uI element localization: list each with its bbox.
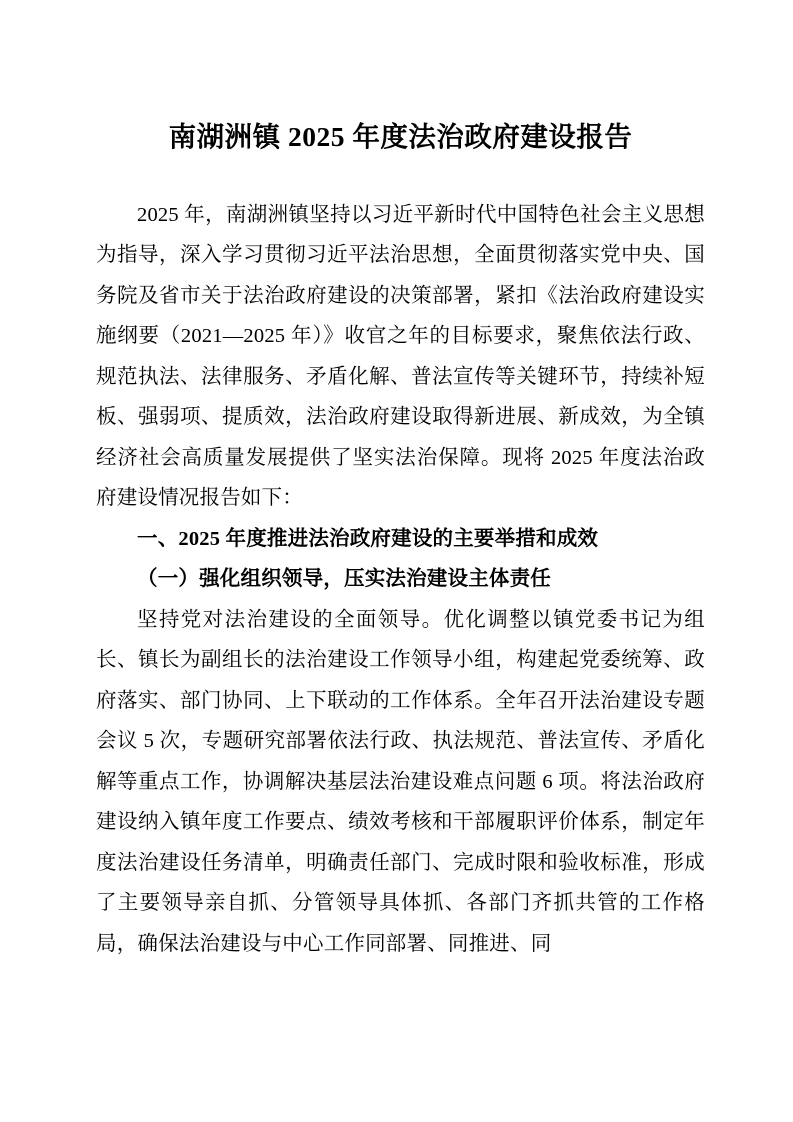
section-heading-one: 一、2025 年度推进法治政府建设的主要举措和成效: [137, 527, 599, 550]
page-title: 南湖洲镇 2025 年度法治政府建设报告: [168, 121, 633, 152]
intro-paragraph: 2025 年，南湖洲镇坚持以习近平新时代中国特色社会主义思想为指导，深入学习贯彻习近平法治思想，全面贯彻落实党中央、国务院及省市关于法治政府建设的决策部署，紧扣《法治政府建设实施纲要（2021—2025 年）》收官之年的目标要求，聚焦依法行政、规范执法、法律服务、矛盾化解、普法宣传等关键环节，持续补短板、强弱项、提质效，法治政府建设取得新进展、新成效，为全镇经济社会高质量发展提供了坚实法治保障。现将 2025 年度法治政府建设情况报告如下：: [96, 203, 705, 509]
subsection-one-paragraph: 坚持党对法治建设的全面领导。优化调整以镇党委书记为组长、镇长为副组长的法治建设工作领导小组，构建起党委统筹、政府落实、部门协同、上下联动的工作体系。全年召开法治建设专题会议 5 次，专题研究部署依法行政、执法规范、普法宣传、矛盾化解等重点工作，协调解决基层法治建设难点问题 6 项。将法治政府建设纳入镇年度工作要点、绩效考核和干部履职评价体系，制定年度法治建设任务清单，明确责任部门、完成时限和验收标准，形成了主要领导亲自抓、分管领导具体抓、各部门齐抓共管的工作格局，确保法治建设与中心工作同部署、同推进、同: [96, 608, 705, 955]
subsection-heading-one: （一）强化组织领导，压实法治建设主体责任: [137, 568, 551, 590]
